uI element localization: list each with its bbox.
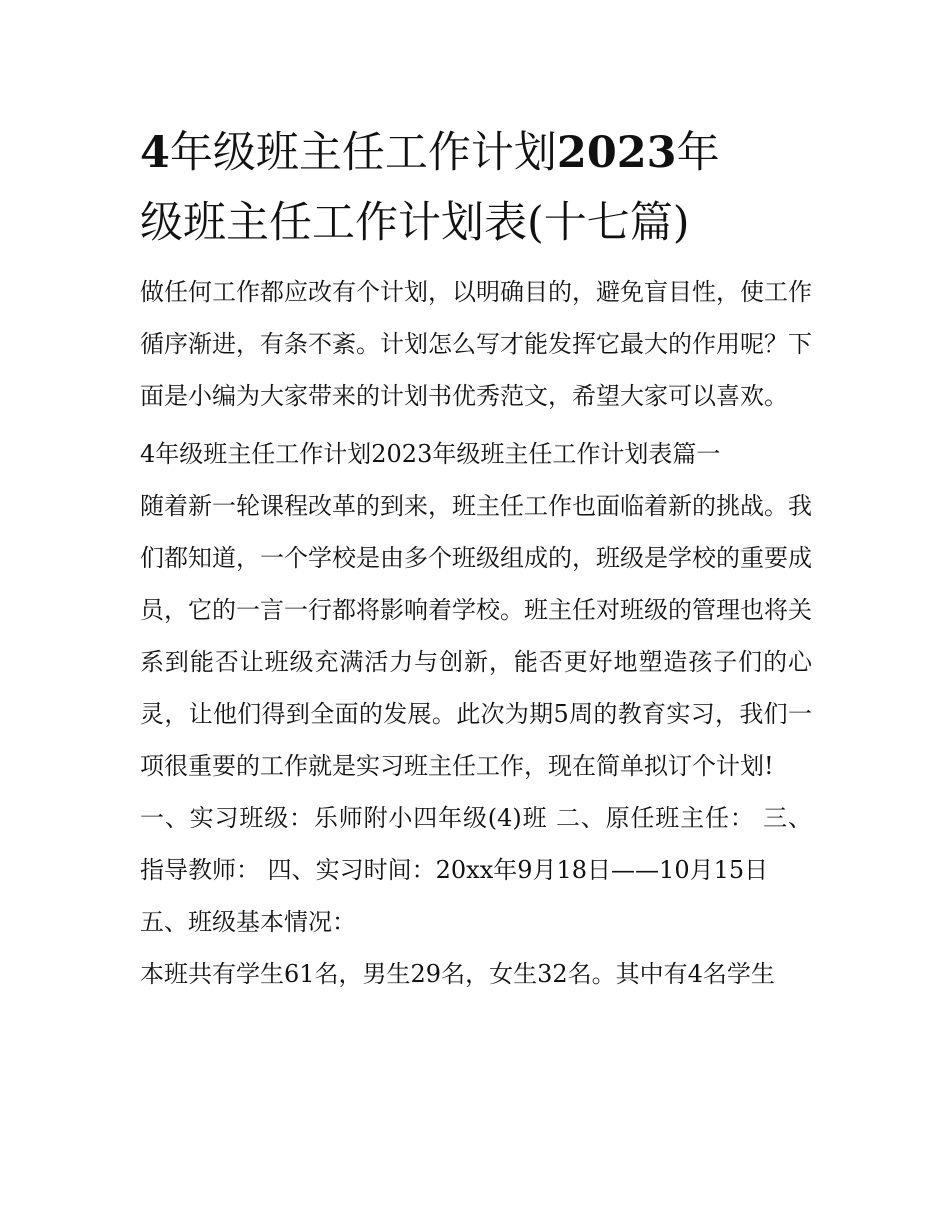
title-line1-suffix: 年 <box>676 128 720 178</box>
section-paragraph-1: 随着新一轮课程改革的到来，班主任工作也面临着新的挑战。我们都知道，一个学校是由多个班级组成的，班级是学校的重要成员，它的一言一行都将影响着学校。班主任对班级的管理也将关系到能否让班级充满活力与创新，能否更好地塑造孩子们的心灵，让他们得到全面的发展。此次为期5周的教育实习，我们一项很重要的工作就是实习班主任工作，现在简单拟订个计划! <box>140 492 812 780</box>
title-line2-text: 级班主任工作计划表(十七篇) <box>140 198 690 248</box>
document-page <box>140 118 812 1000</box>
section-paragraph-4: 本班共有学生61名，男生29名，女生32名。其中有4名学生 <box>140 960 775 988</box>
document-body <box>140 266 812 1000</box>
section-paragraph-3: 五、班级基本情况： <box>140 908 356 936</box>
section-heading: 4年级班主任工作计划2023年级班主任工作计划表篇一 <box>140 440 721 468</box>
intro-paragraph: 做任何工作都应改有个计划，以明确目的，避免盲目性，使工作循序渐进，有条不紊。计划怎么写才能发挥它最大的作用呢？下面是小编为大家带来的计划书优秀范文，希望大家可以喜欢。 <box>140 278 812 410</box>
title-line1-text: 年级班主任工作计划 <box>169 128 557 178</box>
title-year: 2023 <box>556 128 677 178</box>
document-title <box>140 118 812 258</box>
title-grade-number: 4 <box>140 128 170 178</box>
section-paragraph-2: 一、实习班级：乐师附小四年级(4)班 二、原任班主任： 三、指导教师： 四、实习时间：20xx年9月18日——10月15日 <box>140 804 812 884</box>
